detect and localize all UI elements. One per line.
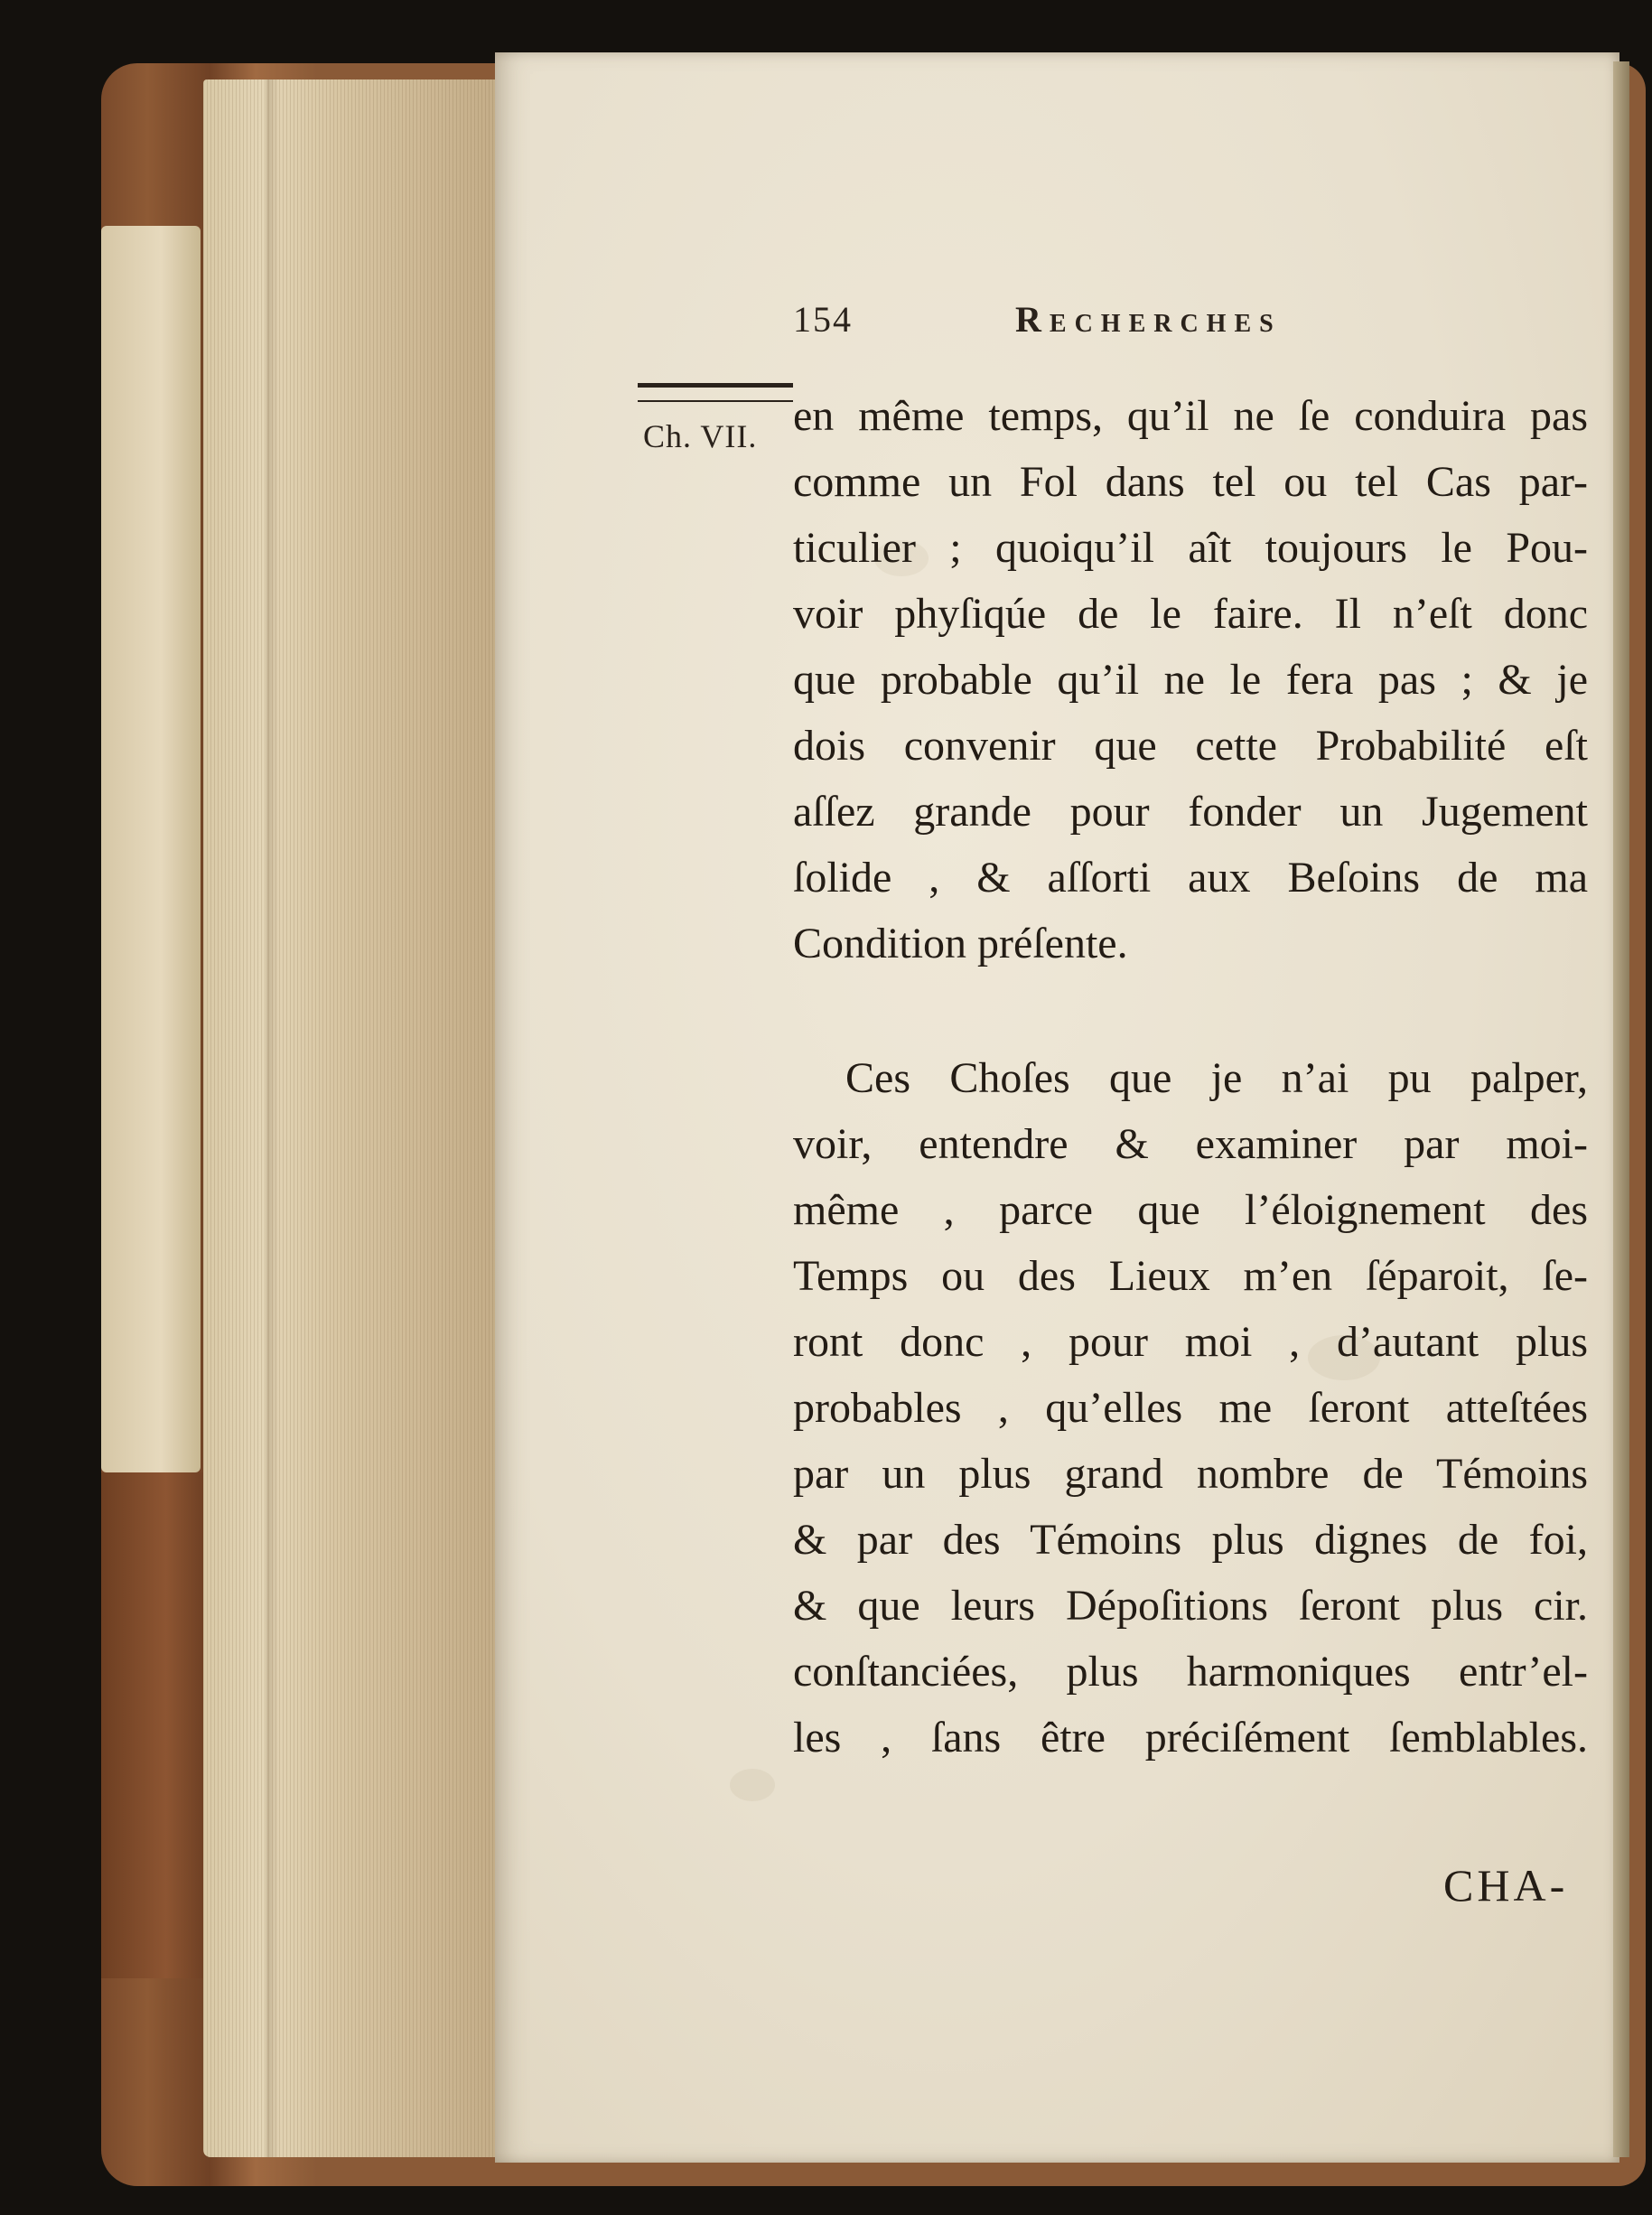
text-line: Condition préſente.: [793, 920, 1128, 967]
page-right-edge: [1613, 61, 1629, 2157]
chapter-rule: [638, 383, 793, 402]
page-edges: [203, 79, 497, 2157]
text-line: dois convenir que cette Probabilité eſt: [793, 722, 1588, 770]
binding-spine-dark: [101, 1472, 210, 1978]
running-head: [793, 298, 1425, 352]
text-line: probables , qu’elles me ſeront atteſtées: [793, 1384, 1588, 1432]
text-line: aſſez grande pour fonder un Jugement: [793, 788, 1588, 836]
text-line: conſtanciées, plus harmoniques entr’el-: [793, 1648, 1588, 1696]
text-line: Ces Choſes que je n’ai pu palper,: [845, 1054, 1588, 1102]
paragraph-1: [793, 383, 1588, 977]
text-line: voir, entendre & examiner par moi-: [793, 1120, 1588, 1168]
text-line: ront donc , pour moi , d’autant plus: [793, 1318, 1588, 1366]
paragraph-2: [793, 1045, 1588, 1771]
page-number: 154: [793, 299, 853, 340]
chapter-marginal-note: Ch. VII.: [643, 418, 758, 454]
text-line: que probable qu’il ne le fera pas ; & je: [793, 656, 1588, 704]
text-line: ticulier ; quoiqu’il aît toujours le Pou-: [793, 524, 1588, 572]
text-line: comme un Fol dans tel ou tel Cas par-: [793, 458, 1588, 506]
text-line: par un plus grand nombre de Témoins: [793, 1450, 1588, 1498]
text-line: Temps ou des Lieux m’en ſéparoit, ſe-: [793, 1252, 1588, 1300]
catchword: CHA-: [1443, 1860, 1569, 1911]
text-line: voir phyſiqúe de le faire. Il n’eſt donc: [793, 590, 1588, 638]
text-line: & par des Témoins plus dignes de foi,: [793, 1516, 1588, 1564]
body-text: [793, 383, 1588, 1771]
binding-spine-light: [101, 226, 201, 1472]
text-line: & que leurs Dépoſitions ſeront plus cir.: [793, 1582, 1588, 1630]
text-line: ſolide , & aſſorti aux Beſoins de ma: [793, 854, 1588, 902]
text-line: les , ſans être préciſément ſemblables.: [793, 1714, 1588, 1762]
paragraph-gap: [793, 977, 1588, 1045]
foxing-spot: [730, 1769, 775, 1801]
running-title: Recherches: [1015, 299, 1282, 340]
text-line: même , parce que l’éloignement des: [793, 1186, 1588, 1234]
text-line: en même temps, qu’il ne ſe conduira pas: [793, 392, 1588, 440]
